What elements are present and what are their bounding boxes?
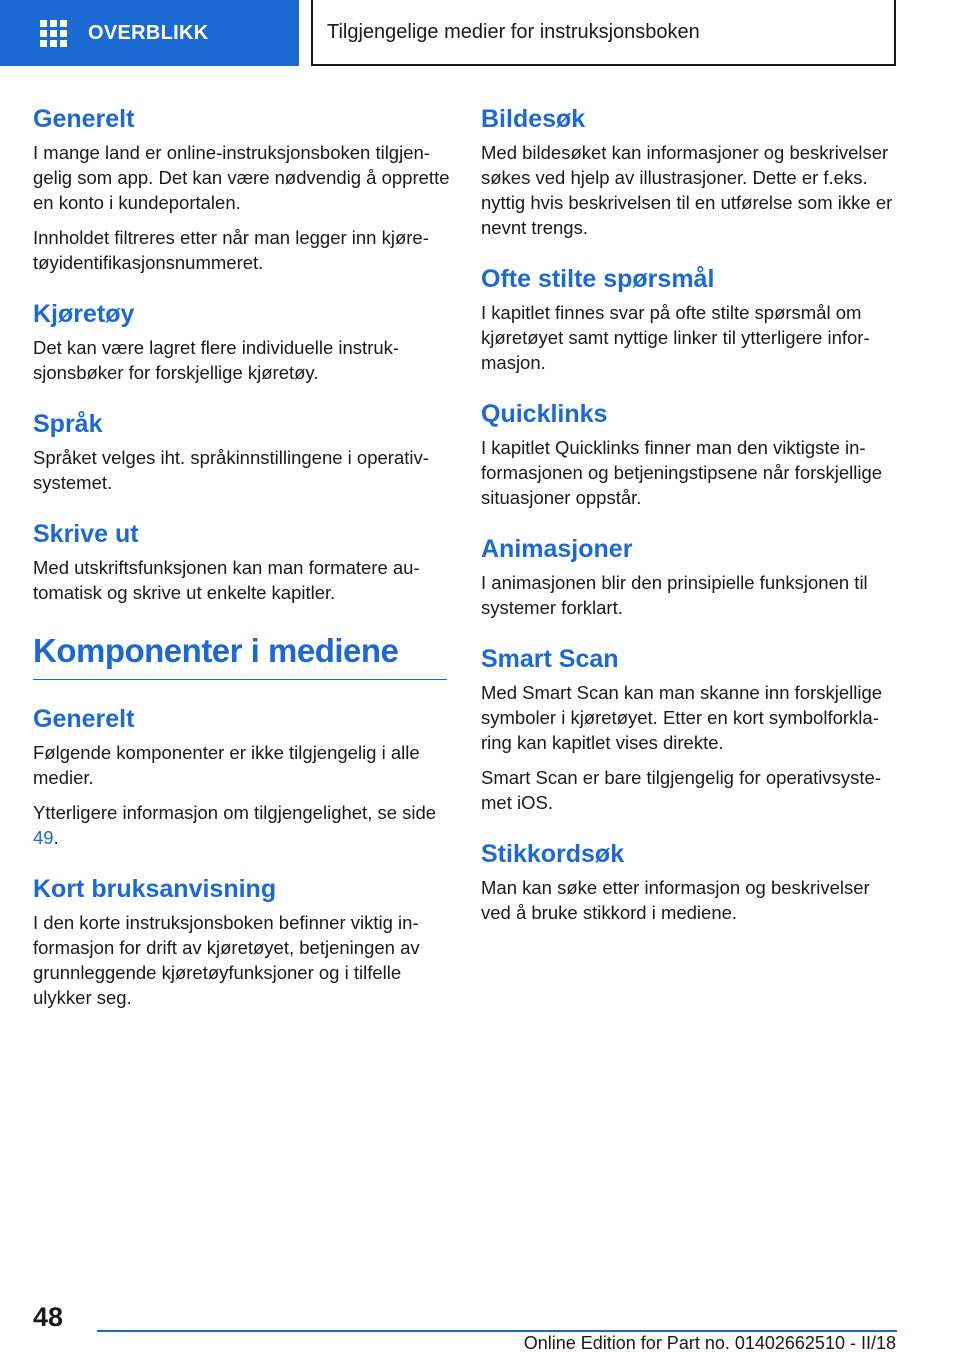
header-title-box bbox=[311, 0, 896, 66]
heading-kort-bruksanvisning: Kort bruksanvisning bbox=[33, 875, 277, 903]
paragraph: Med bildesøket kan informasjoner og beskrivelser søkes ved hjelp av illustrasjoner. Dette er f.eks. nyttig hvis beskrivelsen til en utførelse som ikke er nevnt trengs. bbox=[481, 142, 893, 238]
heading-generelt-components: Generelt bbox=[33, 705, 135, 733]
right-column bbox=[481, 104, 899, 949]
section-ofte-stilte bbox=[481, 264, 899, 375]
paragraph: Språket velges iht. språkinnstillingene i operativsystemet. bbox=[33, 447, 429, 493]
paragraph-text: . bbox=[53, 827, 59, 848]
paragraph: Smart Scan er bare tilgjengelig for operativsystemet iOS. bbox=[481, 767, 882, 813]
paragraph: Med utskriftsfunksjonen kan man formatere automatisk og skrive ut enkelte kapitler. bbox=[33, 557, 420, 603]
overview-tab[interactable] bbox=[0, 0, 299, 66]
section-skrive-ut bbox=[33, 519, 451, 605]
section-title: Tilgjengelige medier for instruksjonsboken bbox=[327, 20, 700, 43]
section-sprak bbox=[33, 409, 451, 495]
paragraph-with-link bbox=[33, 800, 451, 850]
section-bildesok bbox=[481, 104, 899, 240]
heading-quicklinks: Quicklinks bbox=[481, 400, 608, 428]
section-smart-scan bbox=[481, 644, 899, 815]
section-quicklinks bbox=[481, 399, 899, 510]
heading-stikkordsok: Stikkordsøk bbox=[481, 840, 625, 868]
paragraph: Følgende komponenter er ikke tilgjengelig i alle medier. bbox=[33, 742, 420, 788]
page-link[interactable]: 49 bbox=[33, 827, 54, 848]
heading-bildesok: Bildesøk bbox=[481, 105, 586, 133]
paragraph: Man kan søke etter informasjon og beskrivelser ved å bruke stikkord i mediene. bbox=[481, 877, 870, 923]
heading-kjoretoy: Kjøretøy bbox=[33, 300, 135, 328]
paragraph: I kapitlet finnes svar på ofte stilte spørsmål om kjøretøyet samt nyttige linker til ytterligere informasjon. bbox=[481, 302, 870, 373]
section-animasjoner bbox=[481, 534, 899, 620]
paragraph-text: Ytterligere informasjon om tilgjengelighet, se side bbox=[33, 802, 437, 823]
paragraph: Det kan være lagret flere individuelle instruksjonsbøker for forskjellige kjøretøy. bbox=[33, 337, 400, 383]
section-kort-bruksanvisning bbox=[33, 874, 451, 1010]
paragraph: I kapitlet Quicklinks finner man den viktigste informasjonen og betjeningstipsene når forskjellige situasjoner oppstår. bbox=[481, 437, 883, 508]
paragraph: I den korte instruksjonsboken befinner viktig informasjon for drift av kjøretøyet, betjeningen av grunnleggende kjøretøyfunksjoner og i tilfelle ulykker seg. bbox=[33, 912, 420, 1008]
edition-text: Online Edition for Part no. 01402662510 - II/18 bbox=[523, 1333, 896, 1353]
overview-tab-label: OVERBLIKK bbox=[88, 21, 209, 44]
heading-sprak: Språk bbox=[33, 410, 103, 438]
left-column bbox=[33, 104, 451, 1034]
heading-generelt: Generelt bbox=[33, 105, 135, 133]
page-number: 48 bbox=[33, 1302, 64, 1332]
grid-icon bbox=[40, 20, 67, 47]
section-generelt bbox=[33, 104, 451, 275]
paragraph: Med Smart Scan kan man skanne inn forskjellige symboler i kjøretøyet. Etter en kort symbolforklaring kan kapitlet vises direkte. bbox=[481, 682, 883, 753]
footer-divider bbox=[97, 1330, 897, 1332]
section-kjoretoy bbox=[33, 299, 451, 385]
paragraph: Innholdet filtreres etter når man legger inn kjøretøyidentifikasjonsnummeret. bbox=[33, 227, 429, 273]
paragraph: I animasjonen blir den prinsipielle funksjonen til systemer forklart. bbox=[481, 572, 868, 618]
heading-skrive-ut: Skrive ut bbox=[33, 520, 139, 548]
section-generelt-components bbox=[33, 704, 451, 850]
section-stikkordsok bbox=[481, 839, 899, 925]
paragraph: I mange land er online-instruksjonsboken tilgjengelig som app. Det kan være nødvendig å opprette en konto i kundeportalen. bbox=[33, 142, 450, 213]
chapter-title: Komponenter i mediene bbox=[33, 629, 447, 680]
heading-animasjoner: Animasjoner bbox=[481, 535, 633, 563]
page-header bbox=[0, 0, 960, 66]
heading-ofte-stilte: Ofte stilte spørsmål bbox=[481, 265, 715, 293]
heading-smart-scan: Smart Scan bbox=[481, 645, 619, 673]
